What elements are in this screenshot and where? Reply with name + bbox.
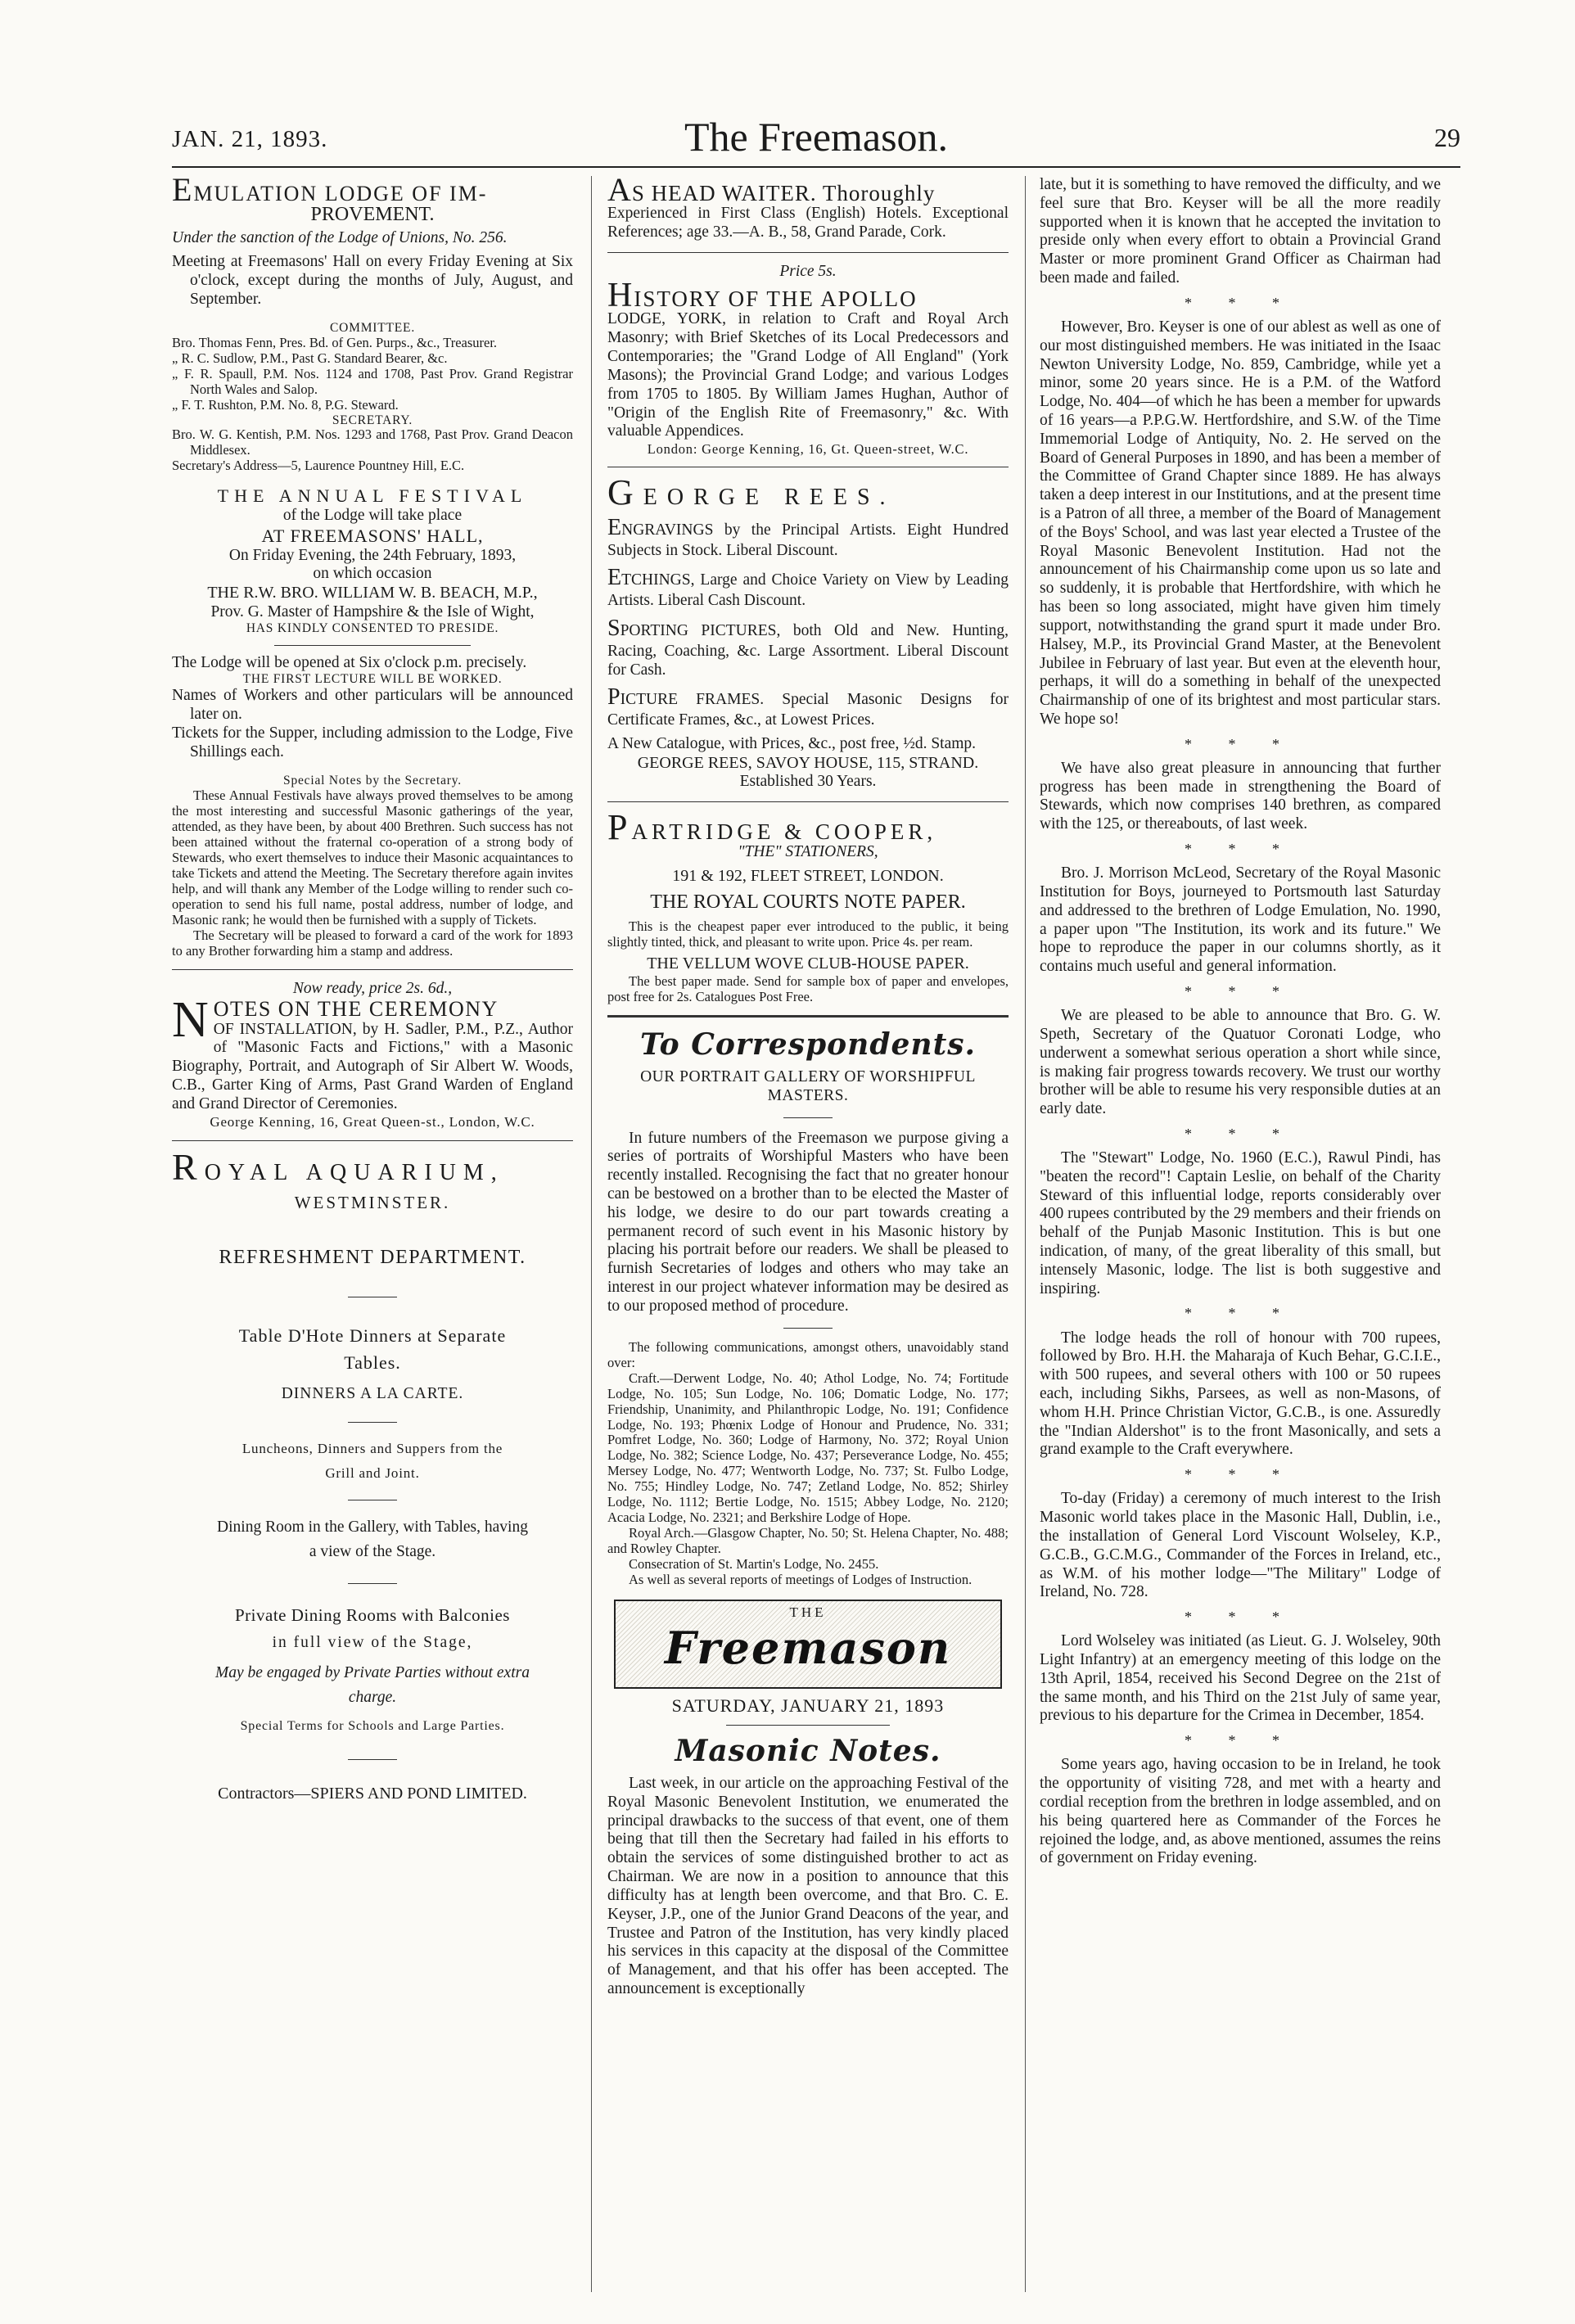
aquarium-private: Private Dining Rooms with Balconies bbox=[235, 1605, 510, 1626]
ceremony-price: Now ready, price 2s. 6d., bbox=[292, 979, 453, 997]
gallery-heading: OUR PORTRAIT GALLERY OF WORSHIPFUL MASTERS. bbox=[640, 1067, 976, 1104]
ornament-asterisks: * * * bbox=[1185, 1466, 1296, 1483]
column-right bbox=[1040, 176, 1441, 2304]
column-middle bbox=[607, 176, 1009, 2304]
emulation-title-2: PROVEMENT. bbox=[310, 204, 435, 226]
divider bbox=[172, 969, 573, 970]
ornament-asterisks: * * * bbox=[1185, 1125, 1296, 1142]
correspondents-heading: To Correspondents. bbox=[639, 1027, 976, 1062]
ornament-asterisks: * * * bbox=[1185, 841, 1296, 858]
rees-address: GEORGE REES, SAVOY HOUSE, 115, STRAND. bbox=[637, 753, 979, 772]
aquarium-dining: a view of the Stage. bbox=[309, 1543, 436, 1561]
comms-reports: As well as several reports of meetings of Lodges of Instruction. bbox=[629, 1572, 973, 1588]
divider bbox=[607, 252, 1009, 253]
festival-title: THE ANNUAL FESTIVAL bbox=[217, 485, 528, 507]
committee-member: „ F. T. Rushton, P.M. No. 8, P.G. Steward. bbox=[172, 396, 399, 413]
drop-cap: N bbox=[172, 992, 209, 1049]
apollo-ad bbox=[607, 276, 1009, 458]
divider bbox=[348, 1583, 397, 1584]
rees-item: PICTURE FRAMES. Special Masonic Designs for Certificate Frames, &c., at Lowest Prices. bbox=[607, 684, 1009, 729]
festival-line: Prov. G. Master of Hampshire & the Isle of Wight, bbox=[210, 602, 535, 620]
ceremony-body: OF INSTALLATION, by H. Sadler, P.M., P.Z., Author of "Masonic Facts and Fictions," with a Masonic Biography, Portrait, and Autograph of Sir Albert W. Woods, C.B., Garter King of Arms, Past Grand Warden of England and Grand Director of Ceremonies. bbox=[172, 1020, 573, 1112]
emulation-title: EMULATION LODGE OF IM- bbox=[172, 176, 488, 208]
partridge-body: The best paper made. Send for sample box of paper and envelopes, post free for 2s. Catalogues Post Free. bbox=[607, 972, 1009, 1004]
partridge-courts: THE ROYAL COURTS NOTE PAPER. bbox=[650, 891, 966, 914]
emulation-sanction: Under the sanction of the Lodge of Unions, No. 256. bbox=[172, 229, 508, 247]
comms-royal-arch: Royal Arch.—Glasgow Chapter, No. 50; St. Helena Chapter, No. 488; and Rowley Chapter. bbox=[607, 1525, 1009, 1557]
aquarium-title: ROYAL AQUARIUM, bbox=[172, 1145, 504, 1188]
ceremony-title: OTES ON THE CEREMONY bbox=[213, 997, 499, 1022]
festival-line: of the Lodge will take place bbox=[282, 507, 463, 525]
aquarium-table: Tables. bbox=[344, 1352, 401, 1374]
issue-date: JAN. 21, 1893. bbox=[172, 126, 328, 152]
aquarium-sub: WESTMINSTER. bbox=[294, 1192, 451, 1212]
aquarium-refresh: REFRESHMENT DEPARTMENT. bbox=[219, 1246, 526, 1268]
notes-heading: Special Notes by the Secretary. bbox=[283, 773, 462, 787]
issue-dateline: SATURDAY, JANUARY 21, 1893 bbox=[671, 1695, 945, 1717]
festival-date: On Friday Evening, the 24th February, 1893, bbox=[228, 546, 517, 564]
column-left bbox=[172, 176, 573, 2304]
notes-body: The Secretary will be pleased to forward a card of the work for 1893 to any Brother forwarding him a stamp and address. bbox=[172, 927, 573, 959]
festival-para: The Lodge will be opened at Six o'clock p.m. precisely. bbox=[172, 653, 527, 671]
ornament-asterisks: * * * bbox=[1185, 1609, 1296, 1626]
divider bbox=[726, 1725, 890, 1726]
partridge-vellum: THE VELLUM WOVE CLUB-HOUSE PAPER. bbox=[647, 954, 969, 973]
festival-chairman: THE R.W. BRO. WILLIAM W. B. BEACH, M.P., bbox=[207, 584, 538, 602]
divider bbox=[607, 1015, 1009, 1018]
festival-line: HAS KINDLY CONSENTED TO PRESIDE. bbox=[246, 621, 499, 636]
partridge-body: This is the cheapest paper ever introduced to the public, it being slightly tinted, thick, and pleasant to write upon. Price 4s. per ream. bbox=[607, 918, 1009, 950]
correspondents-body: In future numbers of the Freemason we purpose giving a series of portraits of Worshipful Masters who have been recently installed. Recognising the fact that no greater honour can be bestowed on a brother than to be elected the Master of his lodge, we desire to do our part towards creating a permanent record of such event in his Masonic history by placing his portrait before our readers. We shall be pleased to furnish Secretaries of lodges and others who may take an interest in our project whatever information may be desired as to our proposed method of procedure. bbox=[607, 1129, 1009, 1315]
divider bbox=[348, 1422, 397, 1423]
aquarium-engaged: May be engaged by Private Parties without extra bbox=[215, 1663, 530, 1681]
column-rule bbox=[591, 176, 592, 2292]
article-paragraph: We are pleased to be able to announce that Bro. G. W. Speth, Secretary of the Quatuor Coronati Lodge, who underwent a somewhat serious operation a short while since, is making fair progress towards recovery. We trust our worthy brother will be able to resume his very responsible duties at an early date. bbox=[1040, 1007, 1441, 1118]
comms-intro: The following communications, amongst others, unavoidably stand over: bbox=[607, 1338, 1009, 1370]
apollo-body: LODGE, YORK, in relation to Craft and Royal Arch Masonry; with Brief Sketches of its Local Predecessors and Contemporaries; the "Grand Lodge of All England" (York Masons); the Provincial Grand Lodge; and various Lodges from 1705 to 1805. By William James Hughan, Author of "Origin of the English Rite of Freemasonry," &c. With valuable Appendices. bbox=[607, 310, 1009, 440]
ornament-asterisks: * * * bbox=[1185, 294, 1296, 311]
rees-title: GEORGE REES. bbox=[607, 472, 896, 513]
festival-para: THE FIRST LECTURE WILL BE WORKED. bbox=[242, 672, 503, 687]
apollo-publisher: London: George Kenning, 16, Gt. Queen-street, W.C. bbox=[647, 441, 969, 458]
rees-item: SPORTING PICTURES, both Old and New. Hunting, Racing, Coaching, &c. Large Assortment. Liberal Discount for Cash. bbox=[607, 615, 1009, 679]
masonic-notes-body: Last week, in our article on the approaching Festival of the Royal Masonic Benevolent Institution, we enumerated the principal drawbacks to the success of that event, one of them being that till then the Secretary had failed in his efforts to obtain the services of some distinguished brother to act as Chairman. We are now in a position to announce that this difficulty has at length been overcome, and that Bro. C. E. Keyser, J.P., one of the Junior Grand Deacons of the year, and Trustee and Patron of the Institution, has very kindly placed his services in this capacity at the disposal of the Committee of Management, and that his offer has been accepted. The announcement is exceptionally bbox=[607, 1775, 1009, 1997]
aquarium-table: Table D'Hote Dinners at Separate bbox=[238, 1324, 507, 1346]
article-paragraph: Bro. J. Morrison McLeod, Secretary of the Royal Masonic Institution for Boys, journeyed to Portsmouth last Saturday and addressed to the brethren of Lodge Emulation, No. 1990, a paper upon "The Institution, its work and its future." We hope to reproduce the paper in our columns shortly, as it contains much useful and general information. bbox=[1040, 864, 1441, 976]
festival-para: Tickets for the Supper, including admission to the Lodge, Five Shillings each. bbox=[172, 724, 573, 760]
article-paragraph: late, but it is something to have removed the difficulty, and we feel sure that Bro. Keyser will be all the more readily supported when it is known that he accepted the invitation to preside only when every effort to obtain a Provincial Grand Master or more prominent Grand Officer as Chairman had been made and failed. bbox=[1040, 176, 1441, 287]
ornament-asterisks: * * * bbox=[1185, 1305, 1296, 1322]
comms-craft: Craft.—Derwent Lodge, No. 40; Athol Lodge, No. 74; Fortitude Lodge, No. 105; Sun Lodge, No. 106; Domatic Lodge, No. 177; Friendship, Unanimity, and Philanthropic Lodge, No. 191; Confidence Lodge, No. 193; Phœnix Lodge of Honour and Prudence, No. 331; Pomfret Lodge, No. 360; Lodge of Harmony, No. 372; Royal Union Lodge, No. 382; Science Lodge, No. 437; Perseverance Lodge, No. 455; Mersey Lodge, No. 477; Wentworth Lodge, No. 737; St. Fulbo Lodge, No. 755; Hindley Lodge, No. 747; Zetland Lodge, No. 852; Shirley Lodge, No. 1112; Bertie Lodge, No. 1515; Abbey Lodge, No. 2120; Acacia Lodge, No. 2321; and Berkshire Lodge of Hope. bbox=[607, 1370, 1009, 1526]
ceremony-publisher: George Kenning, 16, Great Queen-st., London, W.C. bbox=[210, 1113, 535, 1130]
ornament-asterisks: * * * bbox=[1185, 735, 1296, 752]
aquarium-contractors: Contractors—SPIERS AND POND LIMITED. bbox=[218, 1784, 527, 1803]
masonic-notes-heading: Masonic Notes. bbox=[675, 1733, 941, 1768]
page-number: 29 bbox=[1434, 123, 1460, 152]
festival-venue: AT FREEMASONS' HALL, bbox=[261, 525, 484, 546]
article-paragraph: Lord Wolseley was initiated (as Lieut. G. J. Wolseley, 90th Light Infantry) at an emergency meeting of this lodge on the 13th April, 1854, received his Second Degree on the 21st of the same month, and his Third on the 21st July of same year, previous to his departure for the Crimea in December, 1854. bbox=[1040, 1632, 1441, 1725]
secretary-name: Bro. W. G. Kentish, P.M. Nos. 1293 and 1768, Past Prov. Grand Deacon Middlesex. bbox=[172, 426, 573, 458]
emulation-meeting: Meeting at Freemasons' Hall on every Friday Evening at Six o'clock, except during the months of July, August, and September. bbox=[172, 253, 573, 308]
aquarium-carte: DINNERS A LA CARTE. bbox=[281, 1385, 464, 1403]
newspaper-title: The Freemason. bbox=[684, 114, 949, 160]
aquarium-lunch: Grill and Joint. bbox=[325, 1464, 420, 1481]
divider bbox=[274, 645, 471, 646]
aquarium-lunch: Luncheons, Dinners and Suppers from the bbox=[241, 1440, 503, 1456]
masthead-the: THE bbox=[789, 1604, 827, 1621]
article-paragraph: The lodge heads the roll of honour with 700 rupees, followed by Bro. H.H. the Maharaja of Kuch Behar, G.C.I.E., with 500 rupees, and several others with 100 or 50 rupees each, including Sikhs, Parsees, as well as non-Masons, of whom H.H. Prince Christian Victor, G.C.B., is one. Assuredly the "Indian Aldershot" is to the front Masonically, and sets a grand example to the Craft everywhere. bbox=[1040, 1329, 1441, 1459]
apollo-price: Price 5s. bbox=[779, 262, 837, 280]
secretary-heading: SECRETARY. bbox=[332, 413, 413, 427]
column-rule bbox=[1025, 176, 1026, 2292]
aquarium-dining: Dining Room in the Gallery, with Tables, having bbox=[217, 1518, 528, 1536]
waiter-title: AS HEAD WAITER. Thoroughly bbox=[607, 176, 936, 208]
masthead-title: Freemason bbox=[664, 1622, 952, 1675]
committee-member: Bro. Thomas Fenn, Pres. Bd. of Gen. Purps., &c., Treasurer. bbox=[172, 334, 498, 350]
aquarium-ad bbox=[172, 1145, 573, 1804]
ornament-asterisks: * * * bbox=[1185, 1732, 1296, 1749]
committee-heading: COMMITTEE. bbox=[329, 320, 415, 335]
aquarium-private: in full view of the Stage, bbox=[272, 1633, 473, 1651]
partridge-address: 191 & 192, FLEET STREET, LONDON. bbox=[672, 867, 944, 886]
divider bbox=[783, 1117, 833, 1118]
rees-item: ETCHINGS, Large and Choice Variety on View by Leading Artists. Liberal Cash Discount. bbox=[607, 565, 1009, 610]
partridge-ad bbox=[607, 806, 1009, 1005]
divider bbox=[172, 1140, 573, 1141]
apollo-title: HISTORY OF THE APOLLO bbox=[607, 276, 918, 314]
divider bbox=[348, 1759, 397, 1760]
secretary-address: Secretary's Address—5, Laurence Pountney Hill, E.C. bbox=[172, 458, 465, 474]
rees-catalogue: A New Catalogue, with Prices, &c., post free, ½d. Stamp. bbox=[607, 734, 977, 752]
waiter-body: Experienced in First Class (English) Hotels. Exceptional References; age 33.—A. B., 58, Grand Parade, Cork. bbox=[607, 205, 1009, 241]
committee-member: „ R. C. Sudlow, P.M., Past G. Standard Bearer, &c. bbox=[172, 350, 448, 366]
article-paragraph: We have also great pleasure in announcing that further progress has been made in strengthening the Board of Stewards, which now comprises 140 brethren, as compared with the 125, or thereabouts, of last week. bbox=[1040, 759, 1441, 833]
festival-para: Names of Workers and other particulars will be announced later on. bbox=[172, 687, 573, 724]
rees-ad bbox=[607, 472, 1009, 791]
article-paragraph: Some years ago, having occasion to be in Ireland, he took the opportunity of visiting 728, and met with a hearty and cordial reception from the brethren in lodge assembled, and on his being quartered here as Commander of the Forces he rejoined the lodge, and, as above mentioned, assumes the reins of government on Friday evening. bbox=[1040, 1756, 1441, 1867]
aquarium-special: Special Terms for Schools and Large Parties. bbox=[240, 1719, 505, 1734]
article-paragraph: The "Stewart" Lodge, No. 1960 (E.C.), Rawul Pindi, has "beaten the record"! Captain Leslie, on behalf of the Charity Steward of this influential lodge, reports considerably over 400 rupees contributed by the 29 members and their friends on behalf of the Punjab Masonic Institution. This is but one indication, of many, of the great liberality of this small, but intensely Masonic, lodge. The list is both suggestive and inspiring. bbox=[1040, 1148, 1441, 1297]
waiter-ad bbox=[607, 176, 1009, 242]
comms-consecration: Consecration of St. Martin's Lodge, No. 2455. bbox=[629, 1556, 879, 1573]
partridge-sub: "THE" STATIONERS, bbox=[738, 843, 878, 861]
festival-line: on which occasion bbox=[313, 565, 432, 583]
partridge-title: PARTRIDGE & COOPER, bbox=[607, 806, 937, 847]
article-paragraph: To-day (Friday) a ceremony of much interest to the Irish Masonic world takes place in the Masonic Hall, Dublin, i.e., the installation of General Lord Viscount Wolseley, K.P., G.C.B., G.C.M.G., Commander of the Forces in Ireland, etc., as W.M. of his mother lodge—"The Military" Lodge of Ireland, No. 728. bbox=[1040, 1490, 1441, 1601]
committee-member: „ F. R. Spaull, P.M. Nos. 1124 and 1708, Past Prov. Grand Registrar North Wales and Salop. bbox=[172, 365, 573, 397]
article-paragraph: However, Bro. Keyser is one of our ablest as well as one of our most distinguished members. He was initiated in the Isaac Newton University Lodge, No. 859, Cambridge, while yet a minor, some 20 years since. He is a P.M. of the Watford Lodge, No. 404—of which he has been a member for upwards of 16 years—a P.P.G.W. Hertfordshire, and S.W. of the Time Immemorial Lodge of Antiquity, No. 2. He served on the Board of General Purposes in 1890, and has been a member of the Committee of Grand Chapter since 1889. He has always taken a deep interest in our Institutions, and at the present time is a Patron of all three, a member of the Board of Management of the Boys' School, and was last year elected a Trustee of the Royal Masonic Benevolent Institution. Had not the announcement of his Chairmanship come upon us so late and so suddenly, it is probable that Hertfordshire, with which he has been so long associated, might have given him timely support, notwithstanding the grand spurt it made under Bro. Halsey, M.P., its Provincial Grand Master, at the Benevolent Jubilee in February of last year. But even at the eleventh hour, perhaps, it will do a something in behalf of the unexpected Chairmanship of one of its brightest and most particular stars. We hope so! bbox=[1040, 318, 1441, 728]
page-header bbox=[172, 113, 1460, 160]
rees-established: Established 30 Years. bbox=[739, 773, 877, 791]
notes-body: These Annual Festivals have always proved themselves to be among the most interesting and successful Masonic gatherings of the year, attended, as they have been, by about 400 Brethren. Such success has not been attained without the fraternal co-operation of a strong body of Stewards, who exert themselves to induce their Masonic acquaintances to take Tickets and attend the Meeting. The Secretary therefore again invites help, and will thank any Member of the Lodge willing to render such co-operation to send his full name, postal address, number of lodge, and Masonic rank; he would then be furnished with a supply of Tickets. bbox=[172, 787, 573, 927]
divider bbox=[607, 801, 1009, 802]
rees-item: ENGRAVINGS by the Principal Artists. Eight Hundred Subjects in Stock. Liberal Discount. bbox=[607, 514, 1009, 559]
ornament-asterisks: * * * bbox=[1185, 983, 1296, 1000]
header-rule bbox=[172, 166, 1460, 168]
ceremony-ad bbox=[172, 992, 573, 1113]
divider bbox=[783, 1328, 833, 1329]
freemason-masthead-logo bbox=[614, 1600, 1002, 1689]
aquarium-engaged: charge. bbox=[348, 1689, 397, 1707]
